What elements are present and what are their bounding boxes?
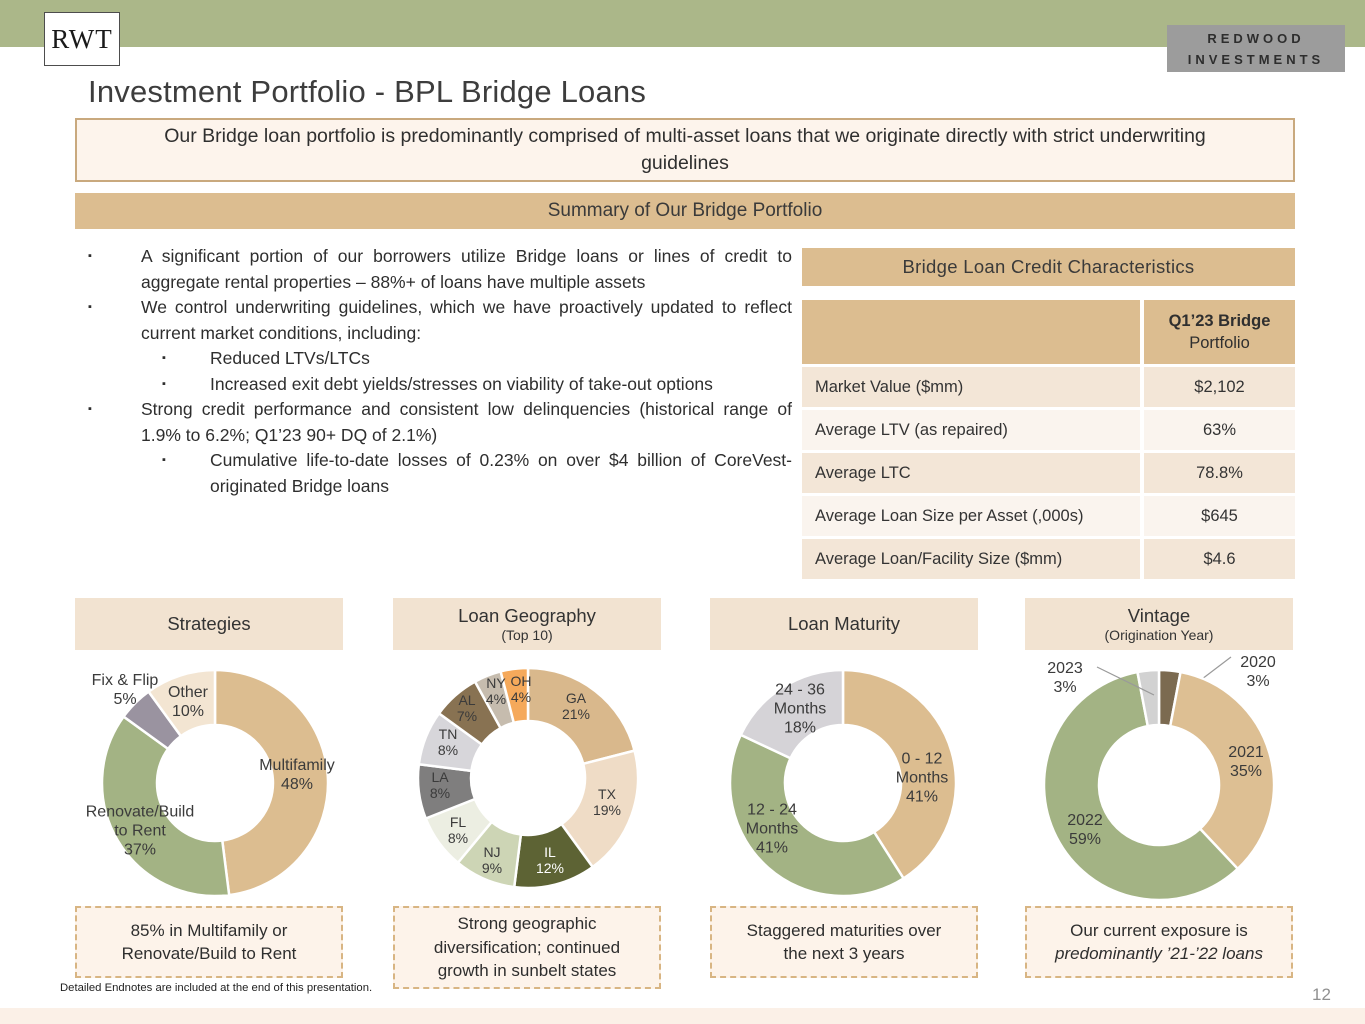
chart-title-vintage [1025,598,1293,650]
bullet-text: Cumulative life-to-date losses of 0.23% on over $4 billion of CoreVest-originated Bridge loans [210,450,792,496]
row-label: Average LTV (as repaired) [802,410,1140,450]
chart-title-loan-maturity [710,598,978,650]
summary-banner [75,193,1295,229]
donut-label: Renovate/Build to Rent 37% [85,803,195,859]
donut-label: Other 10% [167,684,209,721]
vintage-donut-chart [1025,650,1293,906]
donut-label: NY 4% [485,674,507,707]
donut-label: TN 8% [437,725,459,758]
donut-label: 0 - 12 Months 41% [895,750,949,806]
bullet-text: Reduced LTVs/LTCs [210,348,370,368]
headline-box [75,118,1295,182]
donut-label: AL 7% [456,691,478,724]
brand-line-1: REDWOOD [1207,30,1305,46]
table-body [802,367,1295,579]
donut-label: Fix & Flip 5% [91,672,159,709]
rwt-logo [44,12,120,66]
row-value: $645 [1144,496,1295,536]
table-row [802,410,1295,450]
callout-line: predominantly ’21-’22 loans [1055,944,1263,963]
bullet-item [80,397,792,448]
bottom-strip [0,1008,1365,1024]
chart-subtitle-text: (Origination Year) [1104,626,1214,643]
top-band [0,0,1365,47]
row-value: $4.6 [1144,539,1295,579]
credit-characteristics-title: Bridge Loan Credit Characteristics [902,256,1195,277]
chart-title-text: Vintage [1127,604,1191,626]
bullet-item [80,244,792,295]
donut-label: Multifamily 48% [259,757,335,794]
donut-label: 24 - 36 Months 18% [773,681,827,737]
bullet-text: A significant portion of our borrowers utilize Bridge loans or lines of credit to aggregate rental properties – 88%+ of loans have multiple assets [141,246,792,292]
callout-strategies [75,906,343,978]
callout-vintage [1025,906,1293,978]
chart-column-vintage [1025,598,1293,849]
table-row [802,539,1295,579]
donut-label: TX 19% [592,785,622,818]
callout-line: Strong geographic [457,914,597,933]
row-value: 78.8% [1144,453,1295,493]
credit-characteristics-table [802,300,1295,579]
chart-column-loan-maturity [710,598,978,857]
callout-loan-geography [393,906,661,989]
brand-line-2: INVESTMENTS [1187,51,1325,67]
credit-characteristics-banner [802,248,1295,286]
callout-line: diversification; continued [433,937,621,957]
bullet-marker: ▪ [162,377,166,390]
table-row [802,367,1295,407]
bullet-marker: ▪ [88,250,92,262]
bullet-text: Increased exit debt yields/stresses on viability of take-out options [210,373,713,394]
bullet-item [80,448,792,499]
donut-label: LA 8% [429,768,451,801]
donut-label: IL 12% [535,843,565,876]
chart-column-loan-geography [393,598,661,876]
chart-title-strategies [75,598,343,650]
footnote: Detailed Endnotes are included at the end of this presentation. [60,982,373,994]
table-header-empty-cell [802,300,1140,364]
chart-title-text: Strategies [167,613,251,634]
callout-line: Renovate/Build to Rent [121,944,297,963]
page-number: 12 [1312,985,1331,1004]
column-header-line1: Q1’23 Bridge [1168,312,1271,330]
chart-title-text: Loan Maturity [787,613,901,634]
bullet-text: We control underwriting guidelines, which we have proactively updated to reflect current market conditions, including: [141,297,792,343]
donut-label: GA 21% [561,689,591,722]
row-label: Average LTC [802,453,1140,493]
summary-banner-text: Summary of Our Bridge Portfolio [547,200,823,221]
row-value: 63% [1144,410,1295,450]
loan-maturity-donut-chart [710,650,978,906]
chart-title-text: Loan Geography [458,604,596,626]
bullet-list [80,244,792,499]
bullet-marker: ▪ [162,352,166,364]
loan-geography-donut-chart [393,650,661,906]
bullet-text: Strong credit performance and consistent low delinquencies (historical range of 1.9% to 6.2%; Q1’23 90+ DQ of 2.1%) [141,399,792,445]
bullet-marker: ▪ [88,301,92,313]
chart-subtitle-text: (Top 10) [501,626,553,643]
chart-column-strategies [75,598,343,859]
row-value: $2,102 [1144,367,1295,407]
row-label: Average Loan Size per Asset (,000s) [802,496,1140,536]
table-row [802,496,1295,536]
callout-line: growth in sunbelt states [437,961,617,980]
row-label: Market Value ($mm) [802,367,1140,407]
bullet-item [80,372,792,398]
donut-label: 12 - 24 Months 41% [745,801,799,857]
donut-label: 2021 35% [1228,744,1264,781]
callout-loan-maturity [710,906,978,978]
bullet-marker: ▪ [88,403,92,415]
strategies-donut-chart [75,650,343,906]
donut-label: FL 8% [447,813,469,846]
table-header-row [802,300,1295,364]
bullet-item [80,346,792,372]
table-row [802,453,1295,493]
callout-line: Our current exposure is [1070,920,1248,940]
bullet-item [80,295,792,346]
chart-title-loan-geography [393,598,661,650]
headline-text: Our Bridge loan portfolio is predominantly comprised of multi-asset loans that we originate directly with strict underwriting guidelines [164,125,1206,174]
donut-label: 2020 3% [1240,654,1276,691]
donut-label: 2022 59% [1067,812,1103,849]
page-title: Investment Portfolio - BPL Bridge Loans [88,74,647,109]
donut-label: NJ 9% [481,843,503,876]
donut-label: 2023 3% [1047,660,1083,697]
callout-line: the next 3 years [783,944,905,963]
redwood-investments-logo [1167,25,1345,72]
rwt-logo-text: RWT [51,23,113,54]
column-header-line2: Portfolio [1189,334,1250,352]
callout-line: Staggered maturities over [746,920,942,940]
bullet-marker: ▪ [162,454,166,466]
row-label: Average Loan/Facility Size ($mm) [802,539,1140,579]
donut-label: OH 4% [510,672,532,705]
callout-line: 85% in Multifamily or [130,920,288,940]
table-header-value-cell [1144,300,1295,364]
